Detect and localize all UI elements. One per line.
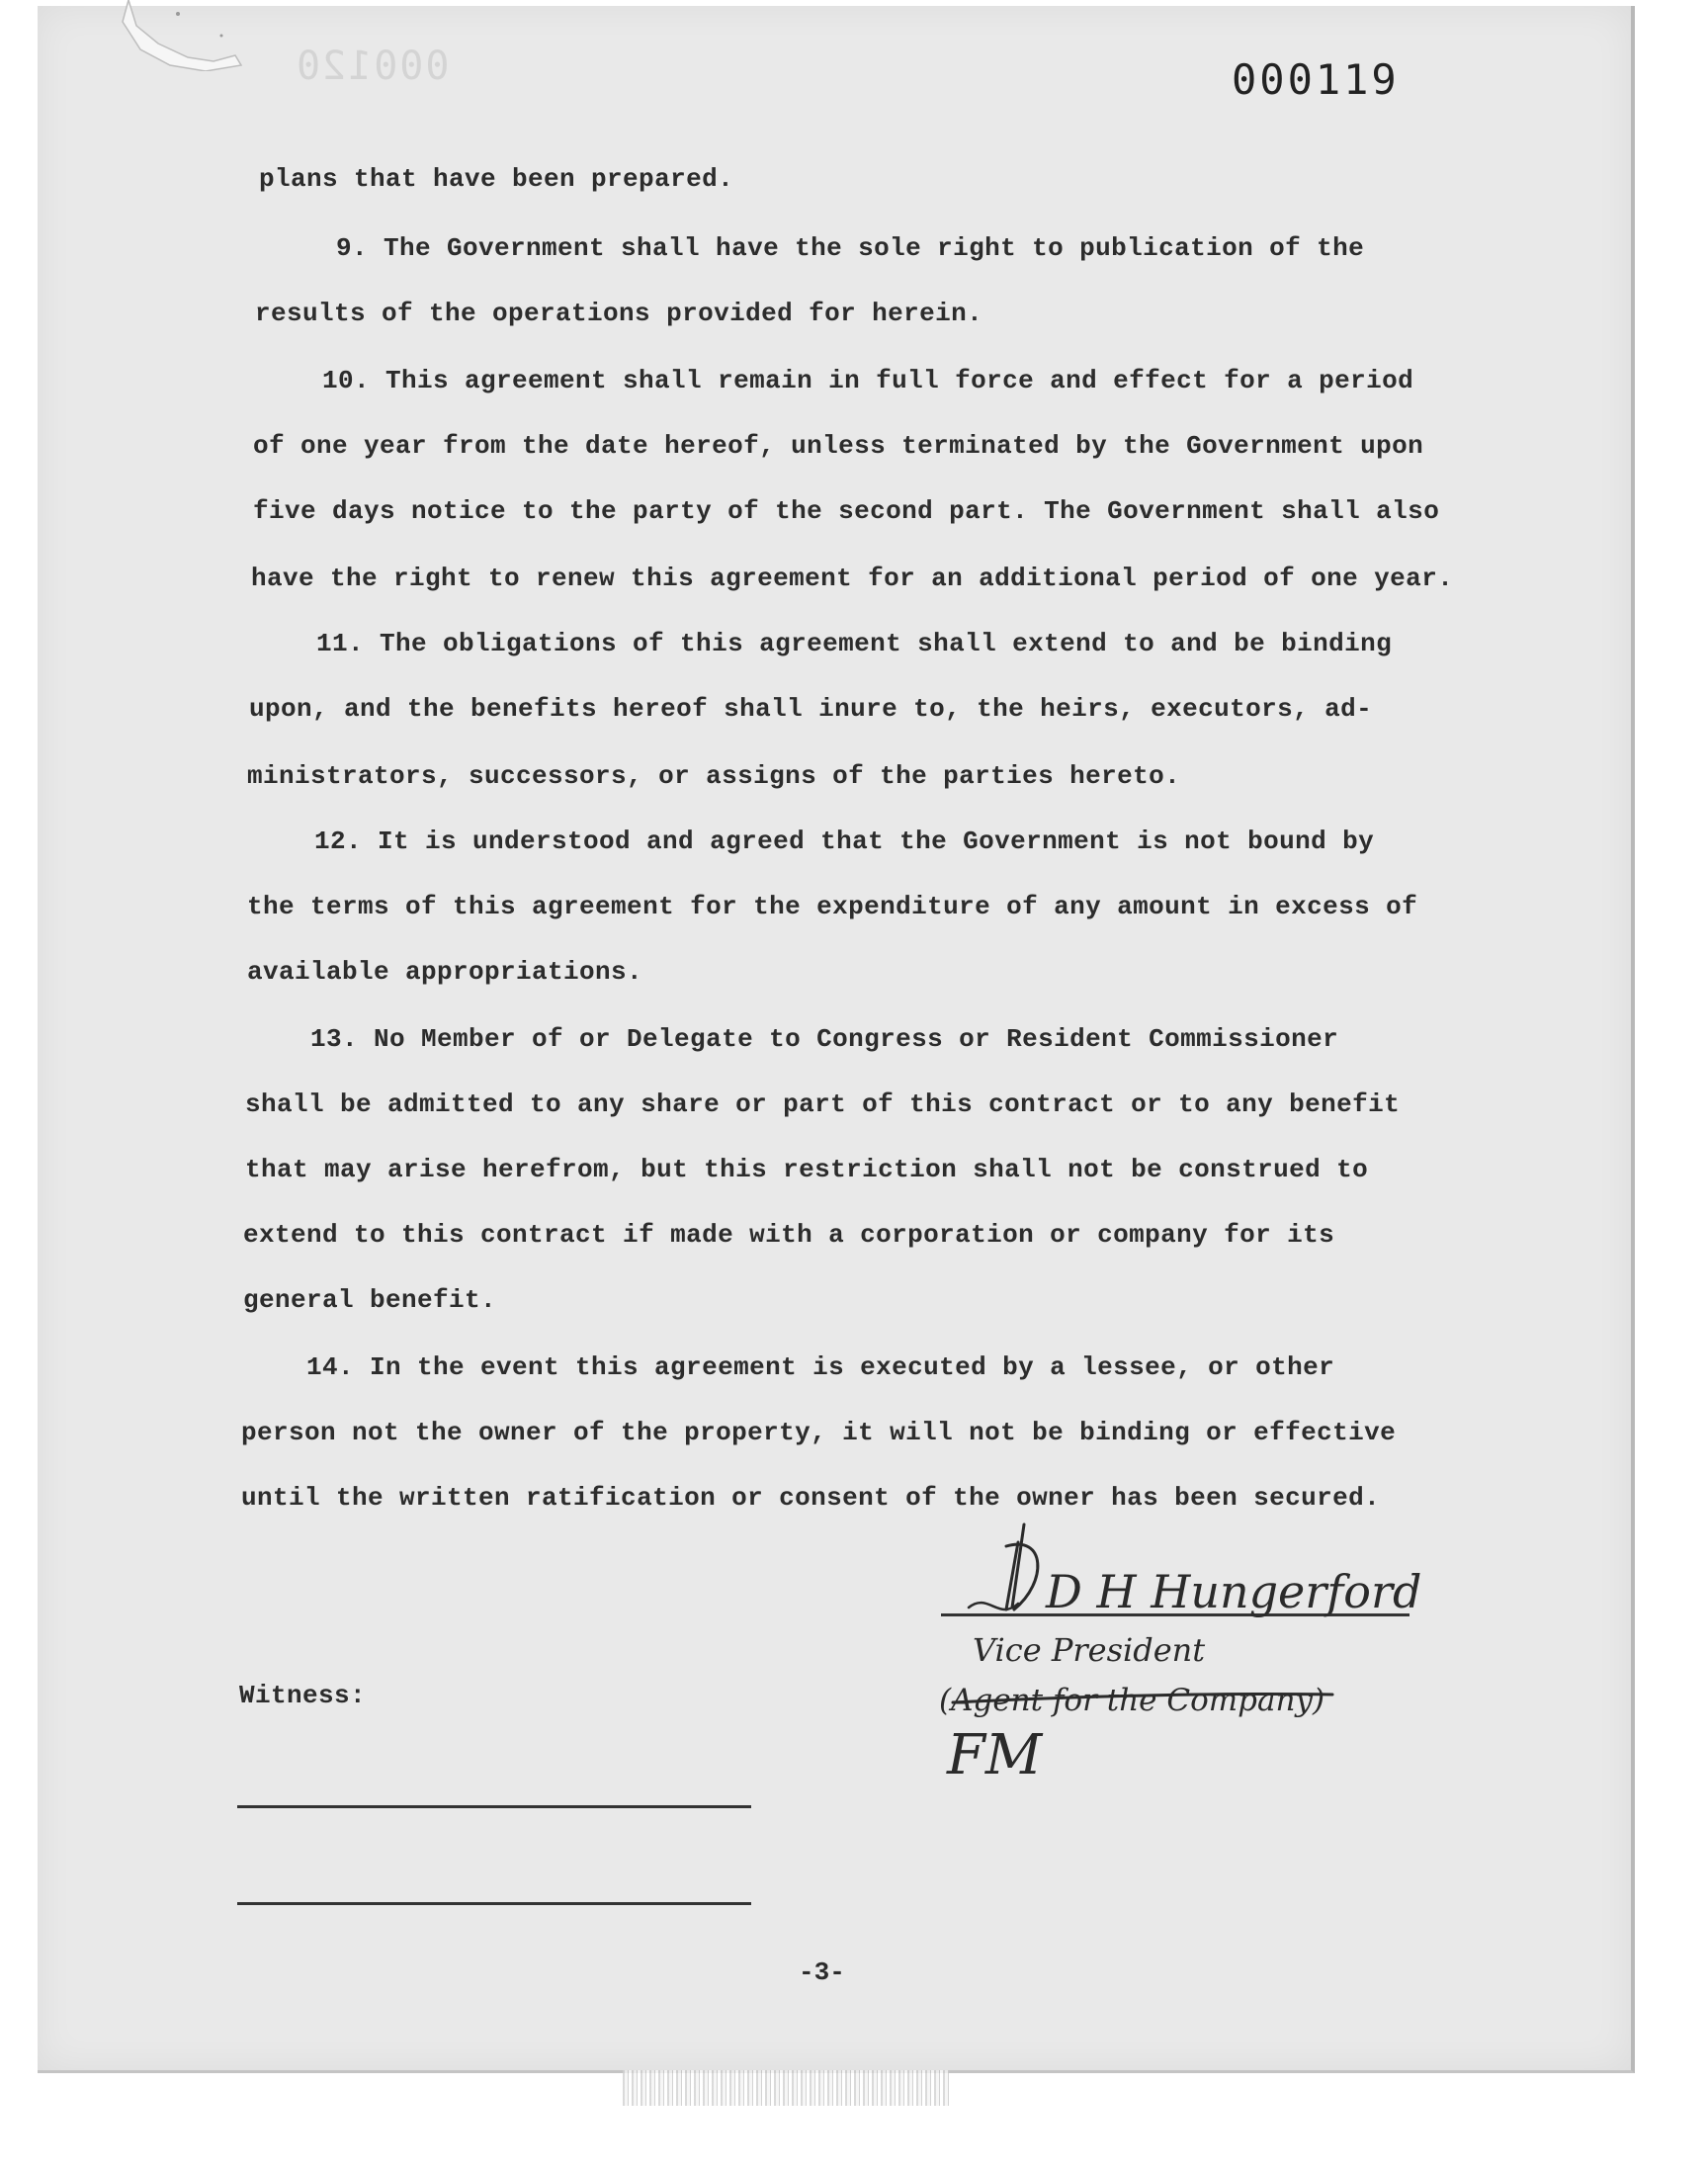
body-line: that may arise herefrom, but this restriction shall not be construed to xyxy=(245,1155,1369,1184)
body-line: general benefit. xyxy=(243,1285,497,1315)
body-line: results of the operations provided for herein. xyxy=(255,299,983,328)
body-line: until the written ratification or consent of the owner has been secured. xyxy=(241,1483,1381,1513)
scan-artifact xyxy=(623,2070,949,2106)
bleed-through-number: 000120 xyxy=(295,44,450,89)
body-line: extend to this contract if made with a corporation or company for its xyxy=(243,1220,1335,1250)
body-line: have the right to renew this agreement for an additional period of one year. xyxy=(251,564,1454,593)
body-line: shall be admitted to any share or part of this contract or to any benefit xyxy=(245,1089,1401,1119)
body-line: five days notice to the party of the second part. The Government shall also xyxy=(253,496,1440,526)
witness-signature-line xyxy=(237,1805,751,1808)
body-line: upon, and the benefits hereof shall inure to, the heirs, executors, ad- xyxy=(249,694,1373,724)
struck-printed-title: (Agent for the Company) xyxy=(939,1683,1325,1718)
body-line: 9. The Government shall have the sole right to publication of the xyxy=(336,233,1365,263)
body-line: available appropriations. xyxy=(247,957,643,987)
document-number: 000119 xyxy=(1232,55,1400,104)
witness-label: Witness: xyxy=(239,1681,367,1710)
body-line: 13. No Member of or Delegate to Congress or Resident Commissioner xyxy=(310,1024,1339,1054)
handwritten-title: Vice President xyxy=(973,1631,1206,1669)
handwritten-initials: FM xyxy=(947,1723,1043,1787)
torn-corner-mark xyxy=(119,0,247,71)
signature-name: D H Hungerford xyxy=(1046,1565,1422,1618)
body-line: 14. In the event this agreement is executed by a lessee, or other xyxy=(306,1352,1335,1382)
body-line: person not the owner of the property, it will not be binding or effective xyxy=(241,1418,1397,1447)
witness-signature-line xyxy=(237,1902,751,1905)
signature-block xyxy=(929,1513,1423,1789)
body-line: ministrators, successors, or assigns of the parties hereto. xyxy=(247,761,1181,791)
body-line: 12. It is understood and agreed that the Government is not bound by xyxy=(314,826,1375,856)
body-line: plans that have been prepared. xyxy=(259,164,734,194)
page-number: -3- xyxy=(799,1958,845,1987)
body-line: 10. This agreement shall remain in full force and effect for a period xyxy=(322,366,1414,395)
body-line: 11. The obligations of this agreement shall extend to and be binding xyxy=(316,629,1393,658)
body-line: of one year from the date hereof, unless terminated by the Government upon xyxy=(253,431,1424,461)
body-line: the terms of this agreement for the expenditure of any amount in excess of xyxy=(247,892,1418,921)
